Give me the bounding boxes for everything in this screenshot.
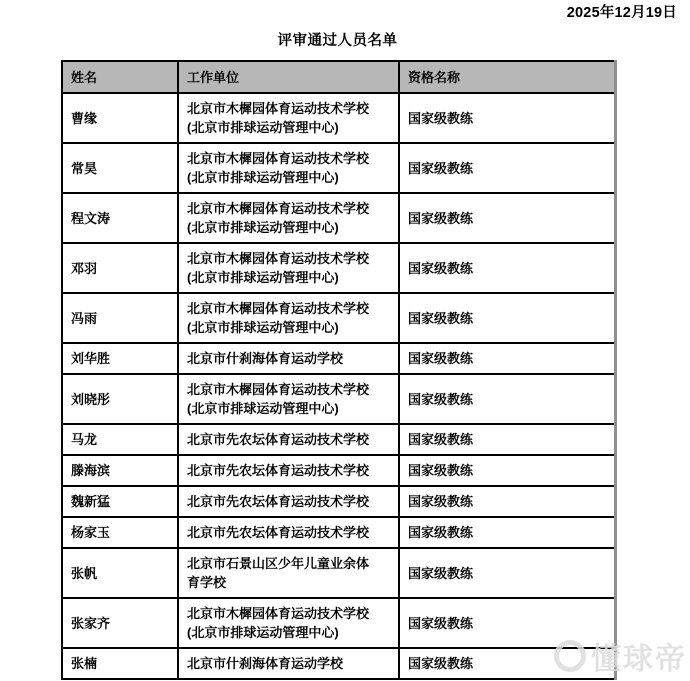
column-header-name: 姓名 [62, 61, 178, 93]
cell-qualification: 国家级教练 [399, 143, 615, 193]
cell-qualification: 国家级教练 [399, 374, 615, 424]
work-unit-line: 北京市木樨园体育运动技术学校 [187, 101, 370, 116]
cell-qualification: 国家级教练 [399, 293, 615, 343]
cell-name: 马龙 [62, 424, 178, 455]
cell-work-unit [178, 598, 399, 648]
work-unit-line: (北京市排球运动管理中心) [187, 320, 339, 335]
cell-qualification: 国家级教练 [399, 193, 615, 243]
cell-name: 曹缘 [62, 93, 178, 143]
work-unit-line: 北京市木樨园体育运动技术学校 [187, 151, 370, 166]
cell-qualification: 国家级教练 [399, 517, 615, 548]
table-header-row [62, 61, 615, 93]
work-unit-line: 北京市木樨园体育运动技术学校 [187, 301, 370, 316]
cell-qualification: 国家级教练 [399, 93, 615, 143]
work-unit-line: (北京市排球运动管理中心) [187, 401, 339, 416]
cell-name: 魏新猛 [62, 486, 178, 517]
table-row [62, 486, 615, 517]
cell-name: 刘晓彤 [62, 374, 178, 424]
cell-name: 刘华胜 [62, 343, 178, 374]
work-unit-line: (北京市排球运动管理中心) [187, 120, 339, 135]
cell-name: 常昊 [62, 143, 178, 193]
cell-work-unit [178, 548, 399, 598]
table-row [62, 424, 615, 455]
column-header-work-unit: 工作单位 [178, 61, 399, 93]
table-row [62, 293, 615, 343]
cell-work-unit [178, 243, 399, 293]
table-row [62, 517, 615, 548]
table-row [62, 455, 615, 486]
cell-name: 程文涛 [62, 193, 178, 243]
table-row [62, 648, 615, 679]
work-unit-line: 北京市什刹海体育运动学校 [187, 351, 344, 366]
work-unit-line: 育学校 [187, 575, 227, 590]
table-row [62, 93, 615, 143]
cell-work-unit [178, 93, 399, 143]
work-unit-line: (北京市排球运动管理中心) [187, 220, 339, 235]
column-header-qualification: 资格名称 [399, 61, 615, 93]
cell-name: 邓羽 [62, 243, 178, 293]
work-unit-line: (北京市排球运动管理中心) [187, 270, 339, 285]
cell-name: 张楠 [62, 648, 178, 679]
table-row [62, 343, 615, 374]
work-unit-line: 北京市木樨园体育运动技术学校 [187, 606, 370, 621]
cell-work-unit [178, 424, 399, 455]
work-unit-line: 北京市先农坛体育运动技术学校 [187, 463, 370, 478]
cell-qualification: 国家级教练 [399, 343, 615, 374]
cell-qualification: 国家级教练 [399, 548, 615, 598]
cell-name: 滕海滨 [62, 455, 178, 486]
cell-name: 张家齐 [62, 598, 178, 648]
cell-work-unit [178, 343, 399, 374]
cell-work-unit [178, 143, 399, 193]
cell-name: 杨家玉 [62, 517, 178, 548]
table-row [62, 243, 615, 293]
work-unit-line: 北京市石景山区少年儿童业余体 [187, 556, 370, 571]
cell-work-unit [178, 455, 399, 486]
cell-work-unit [178, 293, 399, 343]
work-unit-line: 北京市先农坛体育运动技术学校 [187, 525, 370, 540]
cell-name: 张帆 [62, 548, 178, 598]
work-unit-line: 北京市什刹海体育运动学校 [187, 656, 344, 671]
work-unit-line: (北京市排球运动管理中心) [187, 170, 339, 185]
cell-work-unit [178, 648, 399, 679]
cell-qualification: 国家级教练 [399, 243, 615, 293]
work-unit-line: 北京市木樨园体育运动技术学校 [187, 201, 370, 216]
cell-qualification: 国家级教练 [399, 455, 615, 486]
work-unit-line: 北京市先农坛体育运动技术学校 [187, 432, 370, 447]
table-row [62, 193, 615, 243]
watermark-text: 懂球帝 [591, 643, 687, 676]
work-unit-line: (北京市排球运动管理中心) [187, 625, 339, 640]
table-row [62, 598, 615, 648]
approved-personnel-table [61, 60, 617, 680]
cell-work-unit [178, 374, 399, 424]
cell-work-unit [178, 486, 399, 517]
cell-qualification: 国家级教练 [399, 486, 615, 517]
table-row [62, 548, 615, 598]
cell-qualification: 国家级教练 [399, 598, 615, 648]
table-row [62, 374, 615, 424]
cell-qualification: 国家级教练 [399, 424, 615, 455]
cell-name: 冯雨 [62, 293, 178, 343]
table-row [62, 143, 615, 193]
cell-work-unit [178, 193, 399, 243]
cell-work-unit [178, 517, 399, 548]
work-unit-line: 北京市先农坛体育运动技术学校 [187, 494, 370, 509]
page-title: 评审通过人员名单 [277, 33, 398, 49]
work-unit-line: 北京市木樨园体育运动技术学校 [187, 251, 370, 266]
document-date: 2025年12月19日 [566, 5, 677, 21]
cell-qualification: 国家级教练 [399, 648, 615, 679]
work-unit-line: 北京市木樨园体育运动技术学校 [187, 382, 370, 397]
